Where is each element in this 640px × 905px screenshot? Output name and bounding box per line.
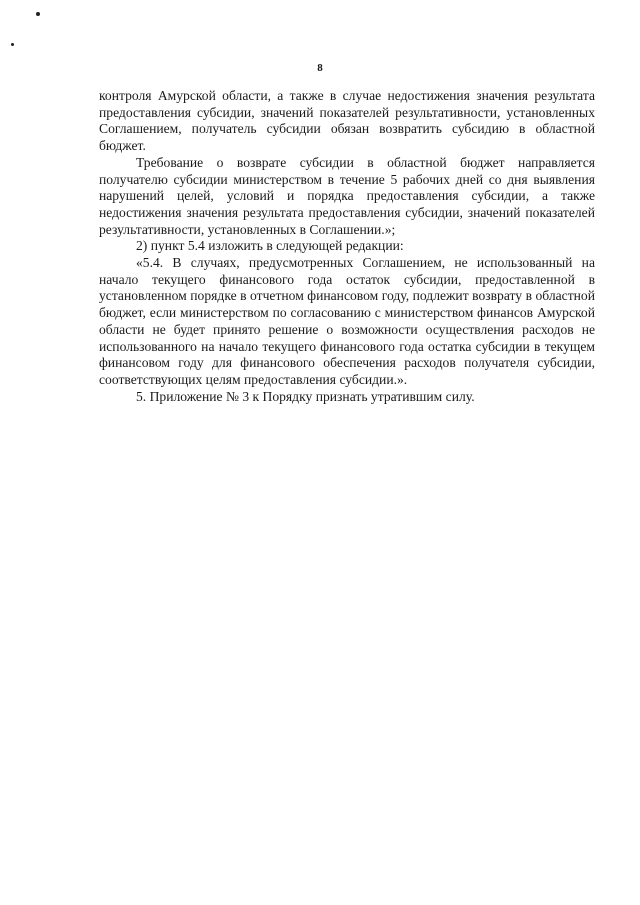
page-number: 8 <box>317 62 323 74</box>
scan-speck <box>11 43 14 46</box>
paragraph-clause-5-4-text: «5.4. В случаях, предусмотренных Соглашением, не использованный на начало текущего финансового года остаток субсидии, предоставленной в установленном порядке в отчетном финансовом году, подлежит возврату в областной бюджет, если министерством по согласованию с министерством финансов Амурской области не будет принято решение о возможности осуществления расходов не использованного на начало текущего финансового года остатка субсидии в текущем финансовом году для финансового обеспечения расходов получателя субсидии, соответствующих целям предоставления субсидии.». <box>99 255 595 387</box>
scan-speck <box>36 12 40 16</box>
document-body <box>99 88 595 405</box>
paragraph-refund-obligation: контроля Амурской области, а также в случае недостижения значения результата предоставления субсидии, значений показателей результативности, установленных Соглашением, получатель субсидии обязан возвратить субсидию в областной бюджет. <box>99 88 595 154</box>
paragraph-clause-5-4-intro: 2) пункт 5.4 изложить в следующей редакции: <box>136 238 404 254</box>
paragraph-refund-requirement: Требование о возврате субсидии в областной бюджет направляется получателю субсидии министерством в течение 5 рабочих дней со дня выявления нарушений целей, условий и порядка предоставления субсидии, а также недостижения значения результата предоставления субсидии, значений показателей результативности, установленных в Соглашении.»; <box>99 154 595 237</box>
paragraph-appendix-3: 5. Приложение № 3 к Порядку признать утратившим силу. <box>136 388 475 404</box>
